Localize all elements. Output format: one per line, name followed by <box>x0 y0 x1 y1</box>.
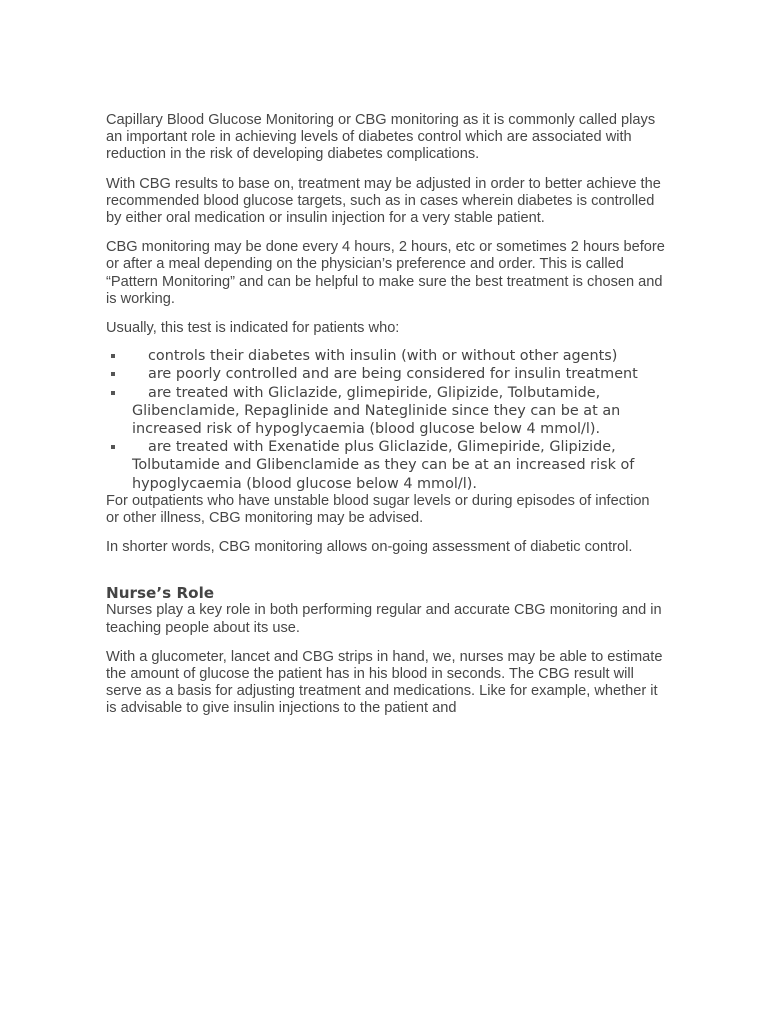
nurse-role-heading: Nurse’s Role <box>106 584 215 603</box>
document-page <box>106 112 666 730</box>
nurse-paragraph-1: Nurses play a key role in both performing regular and accurate CBG monitoring and in teaching people about its use. <box>106 602 662 636</box>
intro-paragraph-2: With CBG results to base on, treatment may be adjusted in order to better achieve the recommended blood glucose targets, such as in cases wherein diabetes is controlled by either oral medication or insulin injection for a very stable patient. <box>106 175 661 227</box>
list-item-text: are poorly controlled and are being considered for insulin treatment <box>148 366 638 383</box>
outpatient-paragraph: For outpatients who have unstable blood sugar levels or during episodes of infection or other illness, CBG monitoring may be advised. <box>106 492 650 527</box>
indication-list <box>106 347 666 493</box>
list-item <box>106 438 666 493</box>
intro-paragraph-1: Capillary Blood Glucose Monitoring or CBG monitoring as it is commonly called plays an important role in achieving levels of diabetes control which are associated with reduction in the risk of developing diabetes complications. <box>106 112 656 163</box>
list-item-text: controls their diabetes with insulin (with or without other agents) <box>148 348 618 365</box>
intro-paragraph-4: Usually, this test is indicated for patients who: <box>106 320 400 337</box>
square-bullet-icon <box>111 372 115 376</box>
list-item <box>106 384 666 439</box>
nurse-paragraph-2: With a glucometer, lancet and CBG strips in hand, we, nurses may be able to estimate the amount of glucose the patient has in his blood in seconds. The CBG result will serve as a basis for adjusting treatment and medications. Like for example, whether it is advisable to give insulin injections to the patient and <box>106 648 663 717</box>
list-item-text: are treated with Exenatide plus Gliclazide, Glimepiride, Glipizide, Tolbutamide and Glibenclamide as they can be at an increased risk of hypoglycaemia (blood glucose below 4 mmol/l). <box>132 439 635 492</box>
square-bullet-icon <box>111 354 115 358</box>
list-item-text: are treated with Gliclazide, glimepiride, Glipizide, Tolbutamide, Glibenclamide, Repaglinide and Nateglinide since they can be at an increased risk of hypoglycaemia (blood glucose below 4 mmol/l). <box>132 384 621 438</box>
square-bullet-icon <box>111 445 115 449</box>
list-item <box>106 365 666 383</box>
list-item <box>106 347 666 365</box>
square-bullet-icon <box>111 391 115 395</box>
intro-paragraph-3: CBG monitoring may be done every 4 hours, 2 hours, etc or sometimes 2 hours before or after a meal depending on the physician’s preference and order. This is called “Pattern Monitoring” and can be helpful to make sure the best treatment is chosen and is working. <box>106 239 665 307</box>
summary-paragraph: In shorter words, CBG monitoring allows on-going assessment of diabetic control. <box>106 539 633 556</box>
